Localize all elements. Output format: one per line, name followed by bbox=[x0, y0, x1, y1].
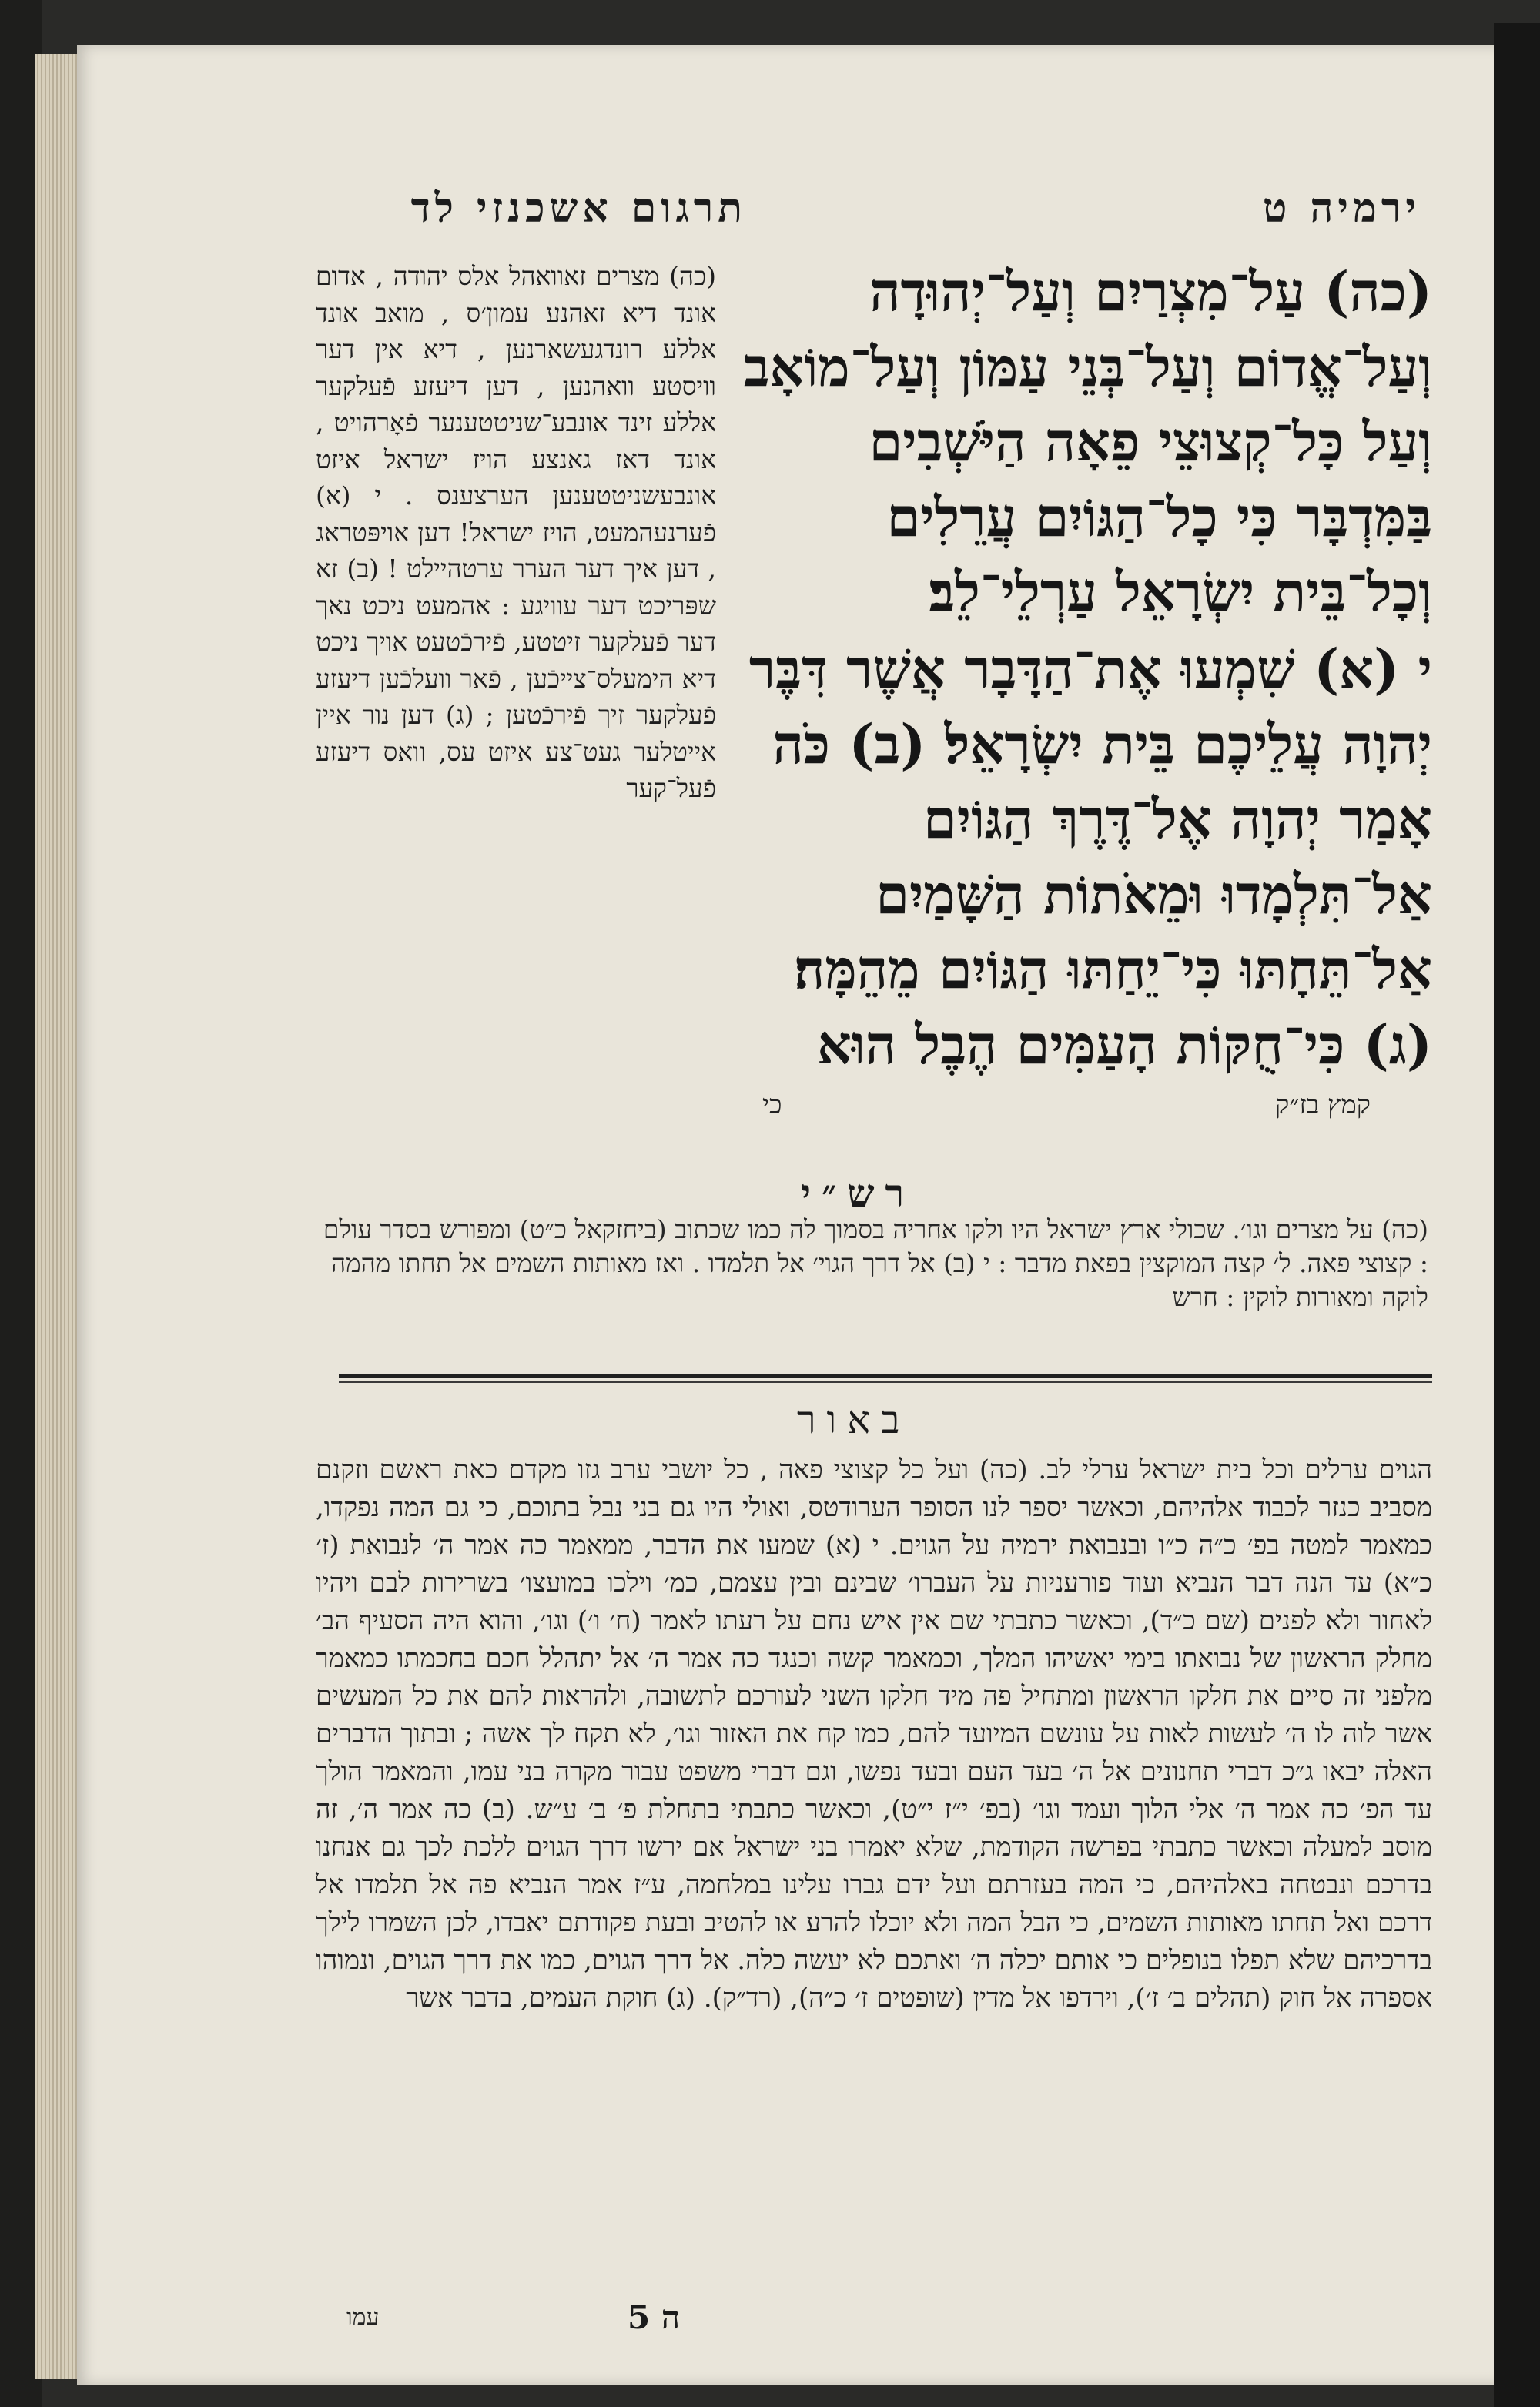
biur-commentary: הגוים ערלים וכל בית ישראל ערלי לב. (כה) ועל כל קצוצי פאה , כל יושבי ערב גזו מקדם כאת ראשם וזקנם מסביב כנזר לכבוד אלהיהם, וכאשר יספר לנו הסופר הערודטס, ואולי היו גם בני נבל בתוכם, כי גם המה נפקדו, כמאמר למטה בפ׳ כ״ה כ״ו ובנבואת ירמיה על הגוים. י (א) שמעו את הדבר, ממאמר כה אמר ה׳ לנבואת (ז׳ כ״א) עד הנה דבר הנביא ועוד פורעניות על העברו׳ שבינם ובין עצמם, כמ׳ וילכו במועצו׳ בשרירות לבם ויהיו לאחור ולא לפנים (שם כ״ד), וכאשר כתבתי שם אין איש נחם על רעתו לאמר (ח׳ ו׳) וגו׳, והוא היה הסעיף הב׳ מחלק הראשון של נבואתו בימי יאשיהו המלך, וכמאמר קשה וכנגד כה אמר ה׳ אל יתהלל חכם בחכמתו כמאמר מלפני זה סיים את חלקו הראשון ומתחיל פה מיד חלקו השני לעורכם לתשובה, ולהראות להם את כל המעשים אשר לוה לו ה׳ לעשות לאות על עונשם המיועד להם, כמו קח את האזור וגו׳, לא תקח לך אשה ; ובתוך הדברים האלה יבאו ג״כ דברי תחנונים אל ה׳ בעד העם ובעד נפשו, וגם דברי משפט עבור מקרה בני עמו, והמאמר הולך עד הפ׳ כה אמר ה׳ אלי הלוך ועמד וגו׳ (בפ׳ י״ז י״ט), וכאשר כתבתי בתחלת פ׳ ב׳ ע״ש. (ב) כה אמר ה׳, זה מוסב למעלה וכאשר כתבתי בפרשה הקודמת, שלא יאמרו בני ישראל אם ירשו דרך הגוים ללכת לכך גם אנחנו בדרכם ונבטחה באלהיהם, כי המה בעזרתם ועל ידם גברו עלינו במלחמה, ע״ז אמר הנביא פה אל תלמדו אל דרכם ואל תחתו מאותות השמים, כי הבל המה ולא יוכלו להרע או להטיב ובעת פקודתם יאבדו, לכן השמרו לילך בדרכיהם שלא תפלו בנופלים כי אותם יכלה ה׳ ואתכם לא יעשה כלה. אל דרך הגוים, כמו את דרך הגוים, ונמוהו אספרה אל חוק (תהלים ב׳ ז׳), וירדפו אל מדין (שופטים ז׳ כ״ה), (רד״ק). (ג) חוקת העמים, בדבר אשר bbox=[316, 1455, 1432, 2014]
page-number: לד bbox=[410, 185, 458, 232]
section-divider bbox=[339, 1374, 1432, 1378]
bottom-catchword: עמו bbox=[346, 2304, 380, 2331]
targum-title: תרגום אשכנזי bbox=[477, 185, 747, 232]
cantillation-note: קמץ בז״ק bbox=[1275, 1090, 1371, 1120]
rashi-title: רש״י bbox=[801, 1170, 916, 1216]
targum-header bbox=[316, 185, 747, 232]
signature-mark: ה 5 bbox=[628, 2298, 681, 2336]
main-text-footer bbox=[762, 1090, 1371, 1120]
targum-text: (כה) מצרים זאוואהל אלס יהודה , אדום אונד דיא זאהנע עמון׳ס , מואב אונד אללע רונדגעשארנען , דיא אין דער וויסטע וואהנען , דען דיעזע פֿעלקער אללע זינד אונבע־שניטטענער פֿאָרהויט , אונד דאז גאנצע הויז ישראל איזט אונבעשניטטענען הערצענס . י (א) פֿערנעהמעט, הויז ישראל! דען אויפּטראג , דען איך דער הערר ערטהיילט ! (ב) זא שפּריכט דער עוויגע : אהמעט ניכט נאך דער פֿעלקער זיטטע, פֿירכֿטעט אויך ניכט דיא הימעלס־צייכֿען , פֿאר וועלכֿען דיעזע פֿעלקער זיך פֿירכֿטען ; (ג) דען נור איין אייטלער געט־צע איזט עס, וואס דיעזע פֿעל־קער bbox=[316, 261, 716, 803]
rashi-commentary: (כה) על מצרים וגו׳. שכולי ארץ ישראל היו ולקו אחריה בסמוך לה כמו שכתוב (ביחזקאל כ״ט) ומפורש בסדר עולם : קצוצי פאה. ל׳ קצה המוקצין בפאת מדבר : י (ב) אל דרך הגוי׳ אל תלמדו . ואז מאותות השמים אל תחתו מהמה לוקה ומאורות לוקין : חרש bbox=[323, 1214, 1428, 1312]
main-catchword: כי bbox=[762, 1090, 782, 1120]
book-chapter-title: ירמיה ט bbox=[1262, 185, 1421, 232]
right-cover-edge bbox=[1494, 23, 1540, 2407]
biur-title: באור bbox=[797, 1398, 911, 1442]
chapter-10-text: י (א) שִׁמְעוּ אֶת־הַדָּבָר אֲשֶׁר דִּבֶּר יְהוָה עֲלֵיכֶם בֵּית יִשְׂרָאֵל׃ (ב) כֹּה אָמַר יְהוָה אֶל־דֶּרֶךְ הַגּוֹיִם אַל־תִּלְמָדוּ וּמֵאֹתוֹת הַשָּׁמַיִם אַל־תֵּחָתּוּ כִּי־יֵחַתּוּ הַגּוֹיִם מֵהֵמָּה׃ (ג) כִּי־חֻקּוֹת הָעַמִּים הֶבֶל הוּא bbox=[748, 637, 1432, 1076]
verse-25-text: (כה) עַל־מִצְרַיִם וְעַל־יְהוּדָה וְעַל־אֱדוֹם וְעַל־בְּנֵי עַמּוֹן וְעַל־מוֹאָב וְעַל כָּל־קְצוּצֵי פֵאָה הַיֹּשְׁבִים בַּמִּדְבָּר כִּי כָל־הַגּוֹיִם עֲרֵלִים וְכָל־בֵּית יִשְׂרָאֵל עַרְלֵי־לֵב׃ bbox=[743, 259, 1432, 624]
section-divider-thin bbox=[339, 1381, 1432, 1383]
